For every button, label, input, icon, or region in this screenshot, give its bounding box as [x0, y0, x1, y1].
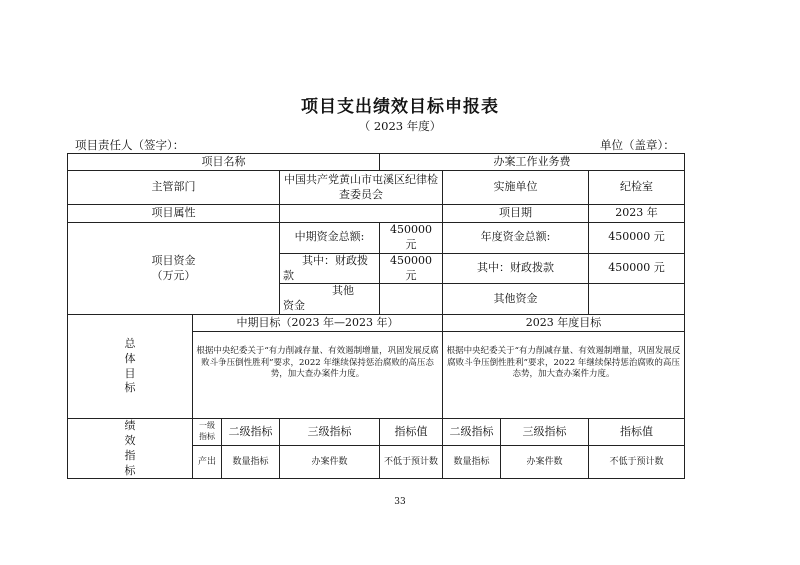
fiscal-label-line2: 款 — [283, 268, 294, 282]
row-indicator-headers — [68, 419, 685, 446]
value-year: 不低于预计数 — [589, 446, 685, 479]
perf-char-4: 标 — [124, 463, 136, 477]
attr-label: 项目属性 — [68, 205, 280, 223]
dept-value: 中国共产党黄山市屯溪区纪律检查委员会 — [280, 171, 443, 205]
overall-char-4: 标 — [124, 381, 136, 395]
period-value: 2023 年 — [589, 205, 685, 223]
row-funds-total — [68, 223, 685, 254]
fiscal-label-line1: 其中：财政拨 — [302, 253, 368, 267]
overall-char-1: 总 — [124, 336, 136, 350]
output-label: 产出 — [193, 446, 222, 479]
responsible-person-label: 项目责任人（签字）： — [75, 138, 185, 152]
other-mid-value — [380, 284, 443, 315]
fiscal-mid-value: 450000 元 — [380, 253, 443, 284]
year-goal-text: 根据中央纪委关于“有力削减存量、有效遏制增量，巩固发展反腐败斗争压倒性胜利”要求，2022 年继续保持惩治腐败的高压态势，加大查办案件力度。 — [443, 332, 685, 419]
overall-char-2: 体 — [124, 351, 136, 365]
perf-char-2: 效 — [124, 433, 136, 447]
performance-goal-table — [67, 153, 685, 479]
level2-header-year: 二级指标 — [443, 419, 501, 446]
dept-label: 主管部门 — [68, 171, 280, 205]
attr-value — [280, 205, 443, 223]
row-project-name — [68, 154, 685, 171]
perf-char-1: 绩 — [124, 419, 136, 433]
row-attribute — [68, 205, 685, 223]
other-label-line2: 资金 — [283, 299, 305, 313]
row-department — [68, 171, 685, 205]
qty-indicator-mid: 数量指标 — [222, 446, 280, 479]
case-count-mid: 办案件数 — [280, 446, 380, 479]
overall-goal-label — [68, 315, 193, 419]
impl-unit-label: 实施单位 — [443, 171, 589, 205]
other-year-value — [589, 284, 685, 315]
year-goal-header: 2023 年度目标 — [443, 315, 685, 332]
other-year-label: 其他资金 — [443, 284, 589, 315]
project-name-value: 办案工作业务费 — [380, 154, 685, 171]
other-label-line1: 其他 — [332, 284, 354, 298]
mid-total-value: 450000 元 — [380, 223, 443, 254]
mid-total-label: 中期资金总额: — [280, 223, 380, 254]
funds-label: 项目资金 （万元） — [68, 223, 280, 315]
year-total-value: 450000 元 — [589, 223, 685, 254]
report-year: （ 2023 年度） — [358, 119, 442, 133]
level1-header: 一级指标 — [193, 419, 222, 446]
row-goal-headers — [68, 315, 685, 332]
period-label: 项目期 — [443, 205, 589, 223]
fiscal-year-label: 其中：财政拨款 — [443, 253, 589, 284]
qty-indicator-year: 数量指标 — [443, 446, 501, 479]
perf-char-3: 指 — [124, 448, 136, 462]
level3-header-mid: 三级指标 — [280, 419, 380, 446]
unit-seal-label: 单位（盖章）： — [600, 138, 675, 152]
value-header-mid: 指标值 — [380, 419, 443, 446]
project-name-label: 项目名称 — [68, 154, 380, 171]
case-count-year: 办案件数 — [501, 446, 589, 479]
year-total-label: 年度资金总额: — [443, 223, 589, 254]
impl-unit-value: 纪检室 — [589, 171, 685, 205]
fiscal-label — [280, 253, 380, 284]
other-funds-label — [280, 284, 380, 315]
mid-goal-text: 根据中央纪委关于“有力削减存量、有效遏制增量，巩固发展反腐败斗争压倒性胜利”要求，2022 年继续保持惩治腐败的高压态势，加大查办案件力度。 — [193, 332, 443, 419]
level2-header-mid: 二级指标 — [222, 419, 280, 446]
page-title: 项目支出绩效目标申报表 — [301, 97, 499, 117]
fiscal-year-value: 450000 元 — [589, 253, 685, 284]
page-number: 33 — [394, 497, 406, 507]
value-mid: 不低于预计数 — [380, 446, 443, 479]
value-header-year: 指标值 — [589, 419, 685, 446]
overall-char-3: 目 — [124, 366, 136, 380]
level3-header-year: 三级指标 — [501, 419, 589, 446]
perf-indicator-label — [68, 419, 193, 479]
mid-goal-header: 中期目标（2023 年—2023 年） — [193, 315, 443, 332]
